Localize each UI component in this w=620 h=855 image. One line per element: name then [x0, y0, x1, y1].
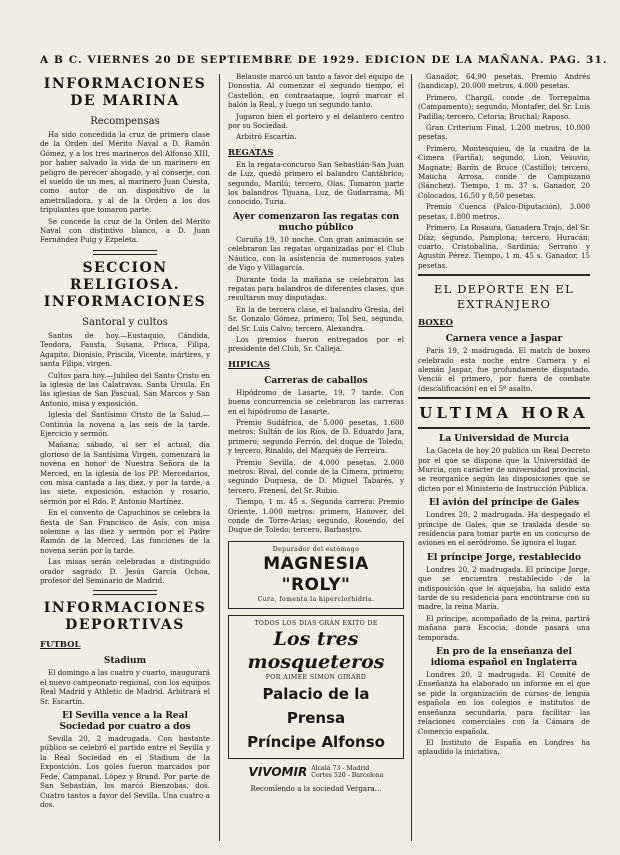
- article-text: El príncipe, acompañado de la reina, partirá mañana para Escocia, donde pasará una temporada.: [418, 613, 590, 642]
- column-3: [418, 72, 590, 843]
- article-text: Arbitró Escartín.: [236, 132, 297, 142]
- page-header: A B C. VIERNES 20 DE SEPTIEMBRE DE 1929. EDICION DE LA MAÑANA. PAG. 31.: [40, 54, 608, 66]
- column-rule: [411, 74, 412, 841]
- article-text: Jugaron bien el portero y el delantero centro por su Sociedad.: [228, 111, 404, 131]
- ad-caption: Depurador del estómago: [272, 545, 360, 553]
- article-text: Belauste marcó un tanto a favor del equipo de Donostia. Al comenzar el segundo tiempo, el Castellón, en contraataque, logró marcar el balón la Real, y luego un segundo tanto.: [228, 72, 404, 110]
- article-text: El Instituto de España en Londres ha aplaudido la iniciativa.: [418, 737, 590, 757]
- article-text: Londres 20, 2 madrugada. Ha despegado el príncipe de Gales, que se traslada desde su residencia para tomar parte en un concurso de aviones en el aeródromo. Se ignora el lugar.: [418, 510, 590, 548]
- cinema-name: Palacio de la Prensa: [262, 684, 370, 727]
- article-text: Los premios fueron entregados por el presidente del Club, Sr. Calleja.: [228, 334, 404, 354]
- futbol-label: FUTBOL: [40, 640, 81, 651]
- section-rule: [418, 274, 590, 276]
- deporte-heading: EL DEPORTE EN EL EXTRANJERO: [434, 282, 574, 312]
- hipicas-label: HIPICAS: [228, 359, 270, 370]
- carreras-heading: Carreras de caballos: [264, 375, 368, 386]
- article-text: Recomiendo a la sociedad Vergara...: [250, 783, 382, 793]
- article-text: Mañana, sábado, al ser el actual, día glorioso de la Santísima Virgen, comenzará la novena en honor de Nuestra Señora de la Merced, en la iglesia de los PP. Mercedarios, con misa cantada a las diez, y por la tarde, a las siete, exposición, estación y rosario, sermón por el Rdo. P. Antonio Martínez.: [40, 440, 210, 506]
- article-text: Ha sido concedida la cruz de primera clase de la Orden del Mérito Naval a D. Ramón Gómez, y a los tres marineros del Alfonso XIII, por haber salvado la vida de un marinero en peligro de perecer ahogado, y al conserje, con el sueldo de un mes, al marinero Juan Cuesta, como autor de un dispositivo de la ametralladora, y al de la Orden a los dos tripulantes que tomaron parte.: [40, 130, 210, 215]
- article-text: Coruña 19, 10 noche. Con gran animación se celebraron las regatas organizadas por el Club Náutico, con la asistencia de numerosos yates de Vigo y Villagarcía.: [228, 234, 404, 273]
- article-text: En la de tercera clase, el balandro Gresia, del Sr. Gonzalo Gómez, primero; Tol Seu, segundo, del Sr. Luis Calvo; tercero, Alexandra.: [228, 304, 404, 333]
- article-text: Premio Sudáfrica, de 5.000 pesetas, 1.600 metros: Sultán de los Ríos, de D. Eduardo Jara, primero; segundo Ferrón, del duque de Toledo, y tercero, Rinaldo, del Marqués de Ferreira.: [228, 417, 404, 456]
- ayer-heading: Ayer comenzaron las regatas con mucho público: [232, 211, 400, 233]
- cinema-name: Príncipe Alfonso: [247, 732, 385, 751]
- article-text: Las misas serán celebradas a distinguido orador sagrado D. Jesús García Ochoa, profesor del Seminario de Madrid.: [40, 557, 210, 586]
- article-text: Durante toda la mañana se celebraron las regatas para balandros de diferentes clases, que resultaron muy disputadas.: [228, 274, 404, 303]
- article-text: Primero, La Rosaura, Ganadera Trajo, del Sr. Diaz; segundo, Pamplona; tercero, Huracán; cuarto, Cristobalina, Sardinia; Serrano y Agustín Pérez. Tiempo, 1 m. 45 s. Ganador, 15 pesetas.: [418, 223, 590, 270]
- column-rule: [219, 74, 220, 841]
- article-text: Se concede la cruz de la Orden del Mérito Naval con distintivo blanco, a D. Juan Fernández Puig y Ezpeleta.: [40, 216, 210, 245]
- article-text: Primero, Chargil, conde de Torrepalma (Campamento); segundo, Montafer, del Sr. Luis Padilla; tercero, Cetoria; Bruchal; Raposo.: [418, 92, 590, 121]
- vivomir-ad: [228, 765, 404, 780]
- article-text: Premio Cuenca (Palco-Diputación), 3.000 pesetas, 1.800 metros.: [418, 202, 590, 221]
- ad-subtitle: Cura, fomenta la hiperclorhidria.: [257, 595, 375, 603]
- ad-caption: TODOS LOS DIAS GRAN EXITO DE: [254, 619, 378, 627]
- carnera-heading: Carnera vence a Jaspar: [445, 334, 563, 345]
- marina-heading: INFORMACIONES DE MARINA: [43, 76, 207, 109]
- murcia-heading: La Universidad de Murcia: [439, 434, 569, 445]
- separator: [93, 250, 157, 255]
- column-1: [40, 72, 210, 843]
- vivomir-address: [311, 765, 383, 780]
- section-rule: [418, 427, 590, 429]
- ensenanza-heading: En pro de la enseñanza del idioma español en Inglaterra: [430, 647, 578, 669]
- article-text: Sevilla 20, 2 madrugada. Con bastante público se celebró el partido entre el Sevilla y la Real Sociedad en el Stadium de la Exposición. Los goles fueron marcados por Fede, Campanal, López y Brand. Por parte de San Sebastián, los marcó Bienzobas, dos. Cuatro tantos a favor del Sevilla. Una cuatro a dos.: [40, 734, 210, 809]
- separator: [93, 590, 157, 595]
- article-text: Cultos para hoy.—Jubileo del Santo Cristo en la iglesia de las Calatravas. Santa Ursula. En las iglesias de San Pascual, San Marcos y San Antonio, misa y exposición.: [40, 370, 210, 408]
- article-text: Londres 20, 2 madrugada. El príncipe Jorge, que se encuentra restablecido de la indisposición que le aquejaba, ha salido esta tarde de su residencia para encontrarse con su madre, la reina María.: [418, 564, 590, 612]
- santoral-heading: Santoral y cultos: [82, 316, 168, 328]
- regatas-label: REGATAS: [228, 147, 274, 158]
- jorge-heading: El príncipe Jorge, restablecido: [427, 552, 581, 563]
- address-line: Alcalá 73 - Madrid: [311, 764, 370, 772]
- section-rule: [418, 397, 590, 399]
- stadium-heading: Stadium: [103, 656, 147, 667]
- column-2: [228, 72, 404, 843]
- article-text: Londres 20, 2 madrugada. El Comité de Enseñanza ha elaborado un informe en el que se pide la organización de cursos de lengua española en los colegios e institutos de enseñanza secundaria, para facilitar las relaciones comerciales con la Cámara de Comercio española.: [418, 670, 590, 736]
- film-title: Los tres mosqueteros: [247, 627, 385, 673]
- article-text: En la regata-concurso San Sebastián-San Juan de Luz, quedó primero el balandro Cantábrico; segundo, Marilú; tercero, Olas. Tomaron parte los balandros Tijuana, Luz, de Gudarrama, Mi conocido, Turia.: [228, 159, 404, 207]
- article-text: Santos de hoy.—Eustaquio, Cándida, Teodora, Fausta, Susana, Prisca, Filipa, Agapito, Dionisio, Priscila, Vicente, mártires, y santa Filipa, virgen.: [40, 330, 210, 369]
- boxeo-label: BOXEO: [418, 318, 454, 329]
- article-text: París 19, 2 madrugada. El match de boxeo celebrado esta noche entre Carnera y el alemán Jaspar, fue profundamente disputado. Venció el primero, por fuera de combate (descalificación) en el 5º asalto.: [418, 346, 590, 393]
- cinema-ad: [228, 615, 404, 759]
- ultima-hora-heading: ULTIMA HORA: [419, 404, 589, 423]
- religiosa-heading: SECCION RELIGIOSA. INFORMACIONES: [43, 259, 207, 310]
- article-text: El domingo a las cuatro y cuarto, inaugurará el nuevo campeonato regional, con los equipos Real Madrid y Athletic de Madrid. Arbitrará el Sr. Escartín.: [40, 668, 210, 706]
- article-text: Ganador, 64,90 pesetas. Premio Andrés (handicap), 20.000 metros, 4.000 pesetas.: [418, 72, 590, 91]
- article-text: La Gaceta de hoy 20 publica un Real Decreto por el que se dispone que la Universidad de Murcia, con carácter de universidad provincial, se reorganice según las disposiciones que se dicten por el Ministerio de Instrucción Pública.: [418, 446, 590, 493]
- article-text: Primero, Montesquieu, de la cuadra de la Cimera (Fariña); segundo, Lion, Vesuvio, Magnate; Barón de Bruce (Castillo); tercero, Maucha Arrosa, conde de Campuzano (Sánchez). Tiempo, 1 m. 37 s. Ganador, 20 Colocados, 16,50 y 8,50 pesetas.: [418, 143, 590, 200]
- article-text: Iglesia del Santísimo Cristo de la Salud.—Continúa la novena a las seis de la tarde. Ejercicio y sermón.: [40, 410, 210, 438]
- film-author: POR AIMEE SIMON GIRARD: [265, 673, 367, 681]
- address-line: Cortes 520 - Barcelona: [311, 772, 384, 780]
- deportivas-heading: INFORMACIONES DEPORTIVAS: [43, 600, 207, 634]
- article-text: En el convento de Capuchinos se celebra la fiesta de San Francisco de Asís, con misa solemne a las diez y sermón por el Padre Ramón de la Merced. Las funciones de la novena serán por la tarde.: [40, 508, 210, 555]
- sevilla-heading: El Sevilla vence a la Real Sociedad por cuatro a dos: [59, 711, 191, 733]
- article-text: Premio Sevilla, de 4.000 pesetas, 2.000 metros: Rival, del conde de la Cimera, primero; segundo Duquesa, de D. Miguel Tabarés, y tercero, Frenesí, del Sr. Rubio.: [228, 457, 404, 495]
- ad-brand: MAGNESIA "ROLY": [263, 553, 369, 595]
- avion-heading: El avión del príncipe de Gales: [428, 498, 580, 509]
- vivomir-brand: VIVOMIR: [248, 764, 308, 779]
- recompensas-heading: Recompensas: [90, 116, 160, 127]
- magnesia-roly-ad: [228, 541, 404, 609]
- article-text: Hipódromo de Lasarte, 19, 7 tarde. Con buena concurrencia se celebraron las carreras en el hipódromo de Lasarte.: [228, 387, 404, 416]
- article-text: Tiempo, 1 m. 45 s. Segunda carrera: Premio Oriente, 1.000 metros: primero, Hanover, del conde de Torre-Arias; segundo, Rosendo, del Duque de Toledo; tercero, Barbastro.: [228, 497, 404, 535]
- article-text: Gran Criterium Final, 1.200 metros, 10.000 pesetas.: [418, 123, 590, 142]
